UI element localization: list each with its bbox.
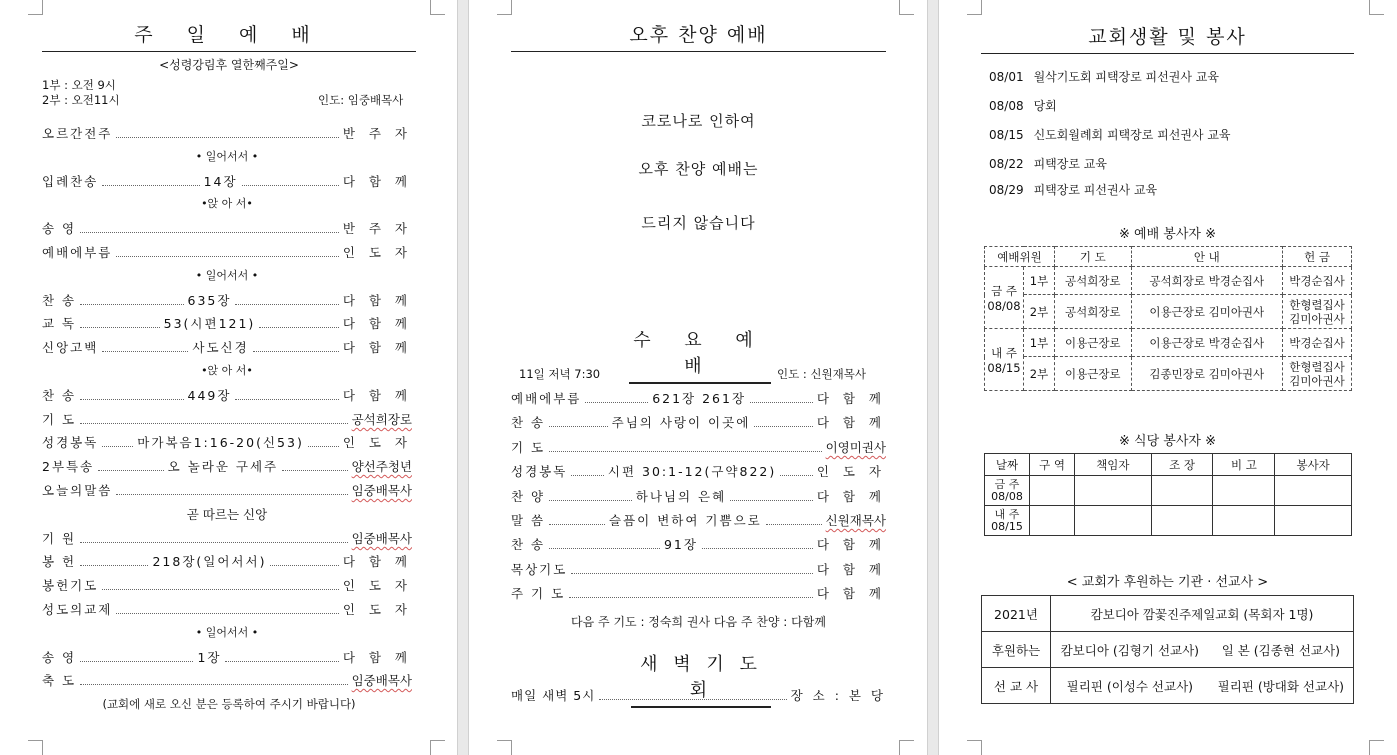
leader-dots [80, 533, 347, 543]
header-cell: 날짜 [985, 454, 1030, 476]
mission-label: 선 교 사 [982, 668, 1051, 704]
order-item: 봉헌기도 [42, 578, 99, 593]
order-detail: 마가복음1:16-20(신53) [137, 435, 304, 450]
offering-cell: 박경순집사 [1283, 267, 1352, 295]
leader-dots [253, 342, 339, 352]
leader-dots [80, 556, 148, 566]
order-item: 목상기도 [511, 562, 568, 577]
empty-cell [1275, 476, 1352, 506]
dawn-time: 매일 새벽 5시 [511, 688, 596, 703]
order-person: 인 도 자 [342, 245, 412, 260]
order-item: 2부특송 [42, 459, 95, 474]
leader-dots [98, 461, 163, 471]
leader-dots [116, 128, 338, 138]
prayer-cell: 공석희장로 [1055, 295, 1132, 329]
leader-dots [571, 564, 813, 574]
notice-line-2: 오후 찬양 예배는 [638, 160, 759, 178]
order-row [511, 438, 886, 456]
order-person: 다 함 께 [342, 316, 413, 331]
leader-dots [116, 604, 338, 614]
date-cell: 내 주 08/15 [985, 506, 1030, 536]
order-person: 다 함 께 [816, 415, 886, 430]
section-note: • 일어서서 • [195, 150, 259, 163]
leader-dots [270, 556, 338, 566]
leader: 인도: 임중배목사 [318, 93, 404, 107]
leader-dots [702, 539, 813, 549]
order-row [42, 600, 412, 618]
leader-dots [282, 461, 347, 471]
page-title: 주 일 예 배 [42, 20, 416, 52]
leader-dots [116, 485, 347, 495]
order-row [511, 535, 886, 553]
leader-dots [80, 295, 183, 305]
header-cell: 헌 금 [1283, 247, 1352, 267]
order-person: 다 함 께 [816, 489, 886, 504]
order-item: 예배에부름 [511, 391, 582, 406]
order-row [42, 291, 412, 309]
offering-cell: 한형렬집사 김미아권사 [1283, 357, 1352, 391]
wednesday-title: 수 요 예 배 [629, 326, 771, 384]
leader-dots [102, 176, 199, 186]
order-row [42, 433, 412, 451]
missionary: 캄보디아 (김형기 선교사) [1051, 632, 1209, 668]
afternoon-worship-page [469, 0, 927, 755]
leader-dots [80, 318, 160, 328]
empty-cell [1275, 506, 1352, 536]
order-row [42, 671, 412, 689]
order-detail: 1장 [197, 650, 222, 665]
order-detail: 14장 [203, 174, 238, 189]
sunday-worship-page [0, 0, 457, 755]
section-note: 곧 따르는 신앙 [186, 507, 268, 522]
order-row [511, 584, 886, 602]
crop-mark [1369, 740, 1384, 755]
order-item: 성도의교제 [42, 602, 113, 617]
order-item: 예배에부름 [42, 245, 113, 260]
empty-cell [1213, 506, 1275, 536]
crop-mark [497, 740, 512, 755]
order-item: 기 도 [511, 440, 546, 455]
dawn-place: 장 소 : 본 당 [790, 688, 886, 703]
order-person: 인 도 자 [342, 578, 412, 593]
order-item: 찬 송 [42, 388, 77, 403]
church-life-page [939, 0, 1397, 755]
order-row [42, 219, 412, 237]
worship-staff-table [984, 246, 1352, 391]
order-item: 주 기 도 [511, 586, 566, 601]
order-row [42, 410, 412, 428]
order-item: 송 영 [42, 650, 77, 665]
missionary: 필리핀 (이성수 선교사) [1051, 668, 1209, 704]
order-row [42, 314, 412, 332]
order-item: 찬 송 [511, 415, 546, 430]
order-detail: 635장 [187, 293, 232, 308]
empty-cell [1213, 476, 1275, 506]
order-detail: 사도신경 [192, 340, 249, 355]
leader-dots [569, 588, 813, 598]
worship-staff-title: ※ 예배 봉사자 ※ [1119, 227, 1216, 242]
schedule-item [989, 155, 1107, 172]
order-row [42, 124, 412, 142]
order-row [42, 243, 412, 261]
crop-mark [430, 0, 445, 15]
leader-dots [80, 223, 339, 233]
crop-mark [967, 0, 982, 15]
week-cell: 금 주 08/08 [985, 267, 1024, 329]
empty-cell [1030, 506, 1075, 536]
crop-mark [28, 740, 43, 755]
order-row [511, 389, 886, 407]
leader-dots [730, 491, 813, 501]
leader-dots [780, 466, 813, 476]
order-detail: 53(시편121) [163, 316, 256, 331]
order-item: 신앙고백 [42, 340, 99, 355]
guide-cell: 이용근장로 박경순집사 [1131, 329, 1282, 357]
offering-cell: 한형렬집사 김미아권사 [1283, 295, 1352, 329]
order-detail: 218장(일어서서) [152, 554, 267, 569]
order-person: 다 함 께 [816, 391, 887, 406]
header-cell: 안 내 [1131, 247, 1282, 267]
leader-dots [235, 390, 338, 400]
order-item: 오르간전주 [42, 126, 113, 141]
footer-note: (교회에 새로 오신 분은 등록하여 주시기 바랍니다) [102, 697, 356, 711]
wednesday-time: 11일 저녁 7:30 [519, 367, 601, 381]
guide-cell: 공석희장로 박경순집사 [1131, 267, 1282, 295]
notice-line-1: 코로나로 인하여 [641, 112, 756, 130]
order-item: 성경봉독 [42, 435, 99, 450]
header-cell: 구 역 [1030, 454, 1075, 476]
order-item: 찬 송 [511, 537, 546, 552]
order-item: 찬 양 [511, 489, 546, 504]
part-cell: 1부 [1024, 267, 1055, 295]
empty-cell [1151, 476, 1213, 506]
guide-cell: 김종민장로 김미아권사 [1131, 357, 1282, 391]
schedule-date: 08/01 [989, 70, 1024, 84]
schedule-item [989, 97, 1057, 114]
leader-dots [549, 515, 605, 525]
section-note: •앉 아 서• [201, 364, 253, 377]
prayer-cell: 공석희장로 [1055, 267, 1132, 295]
empty-cell [1030, 476, 1075, 506]
missionary: 필리핀 (방대화 선교사) [1209, 668, 1354, 704]
order-person: 다 함 께 [816, 562, 886, 577]
leader-dots [80, 414, 347, 424]
order-item: 축 도 [42, 673, 77, 688]
order-person: 다 함 께 [342, 340, 412, 355]
header-cell: 비 고 [1213, 454, 1275, 476]
service-time-2: 2부 : 오전11시 [42, 93, 120, 107]
order-item: 기 원 [42, 531, 77, 546]
mission-label: 후원하는 [982, 632, 1051, 668]
order-detail: 91장 [663, 537, 698, 552]
schedule-text: 신도회월례회 피택장로 피선권사 교육 [1033, 128, 1231, 142]
order-person: 다 함 께 [816, 586, 886, 601]
leader-dots [571, 466, 604, 476]
schedule-date: 08/08 [989, 99, 1024, 113]
leader-dots [80, 675, 347, 685]
order-person: 다 함 께 [342, 293, 412, 308]
order-detail: 주님의 사랑이 이곳에 [611, 415, 751, 430]
schedule-item [989, 181, 1157, 198]
order-person: 다 함 께 [342, 174, 413, 189]
page-title: 교회생활 및 봉사 [981, 22, 1354, 54]
order-person: 공석희장로 [351, 412, 412, 427]
order-detail: 슬픔이 변하여 기쁨으로 [609, 513, 762, 528]
order-person: 다 함 께 [342, 650, 412, 665]
wednesday-leader: 인도 : 신원재목사 [777, 367, 866, 381]
offering-cell: 박경순집사 [1283, 329, 1352, 357]
schedule-date: 08/15 [989, 128, 1024, 142]
mission-table [981, 595, 1354, 704]
crop-mark [899, 740, 914, 755]
mission-org: 캄보디아 깜꽃진주제일교회 (목회자 1명) [1051, 596, 1354, 632]
order-person: 양선주청년 [351, 459, 412, 474]
leader-dots [102, 580, 339, 590]
leader-dots [754, 417, 813, 427]
subtitle: <성령강림후 열한째주일> [159, 58, 299, 72]
order-item: 봉 헌 [42, 554, 77, 569]
order-row [511, 462, 886, 480]
section-note: • 일어서서 • [195, 269, 259, 282]
leader-dots [102, 342, 188, 352]
leader-dots [549, 539, 660, 549]
week-cell: 내 주 08/15 [985, 329, 1024, 391]
order-row [42, 457, 412, 475]
part-cell: 2부 [1024, 295, 1055, 329]
mission-title: < 교회가 후원하는 기관 · 선교사 > [1066, 575, 1269, 590]
part-cell: 2부 [1024, 357, 1055, 391]
kitchen-staff-table [984, 453, 1352, 536]
order-item: 찬 송 [42, 293, 77, 308]
order-item: 성경봉독 [511, 464, 568, 479]
leader-dots [225, 652, 338, 662]
leader-dots [549, 442, 821, 452]
leader-dots [549, 417, 608, 427]
leader-dots [80, 390, 183, 400]
empty-cell [1075, 506, 1152, 536]
prayer-cell: 이용근장로 [1055, 329, 1132, 357]
dawn-prayer-title: 새 벽 기 도 회 [631, 650, 771, 708]
order-detail: 시편 30:1-12(구약822) [607, 464, 777, 479]
schedule-text: 피택장로 피선권사 교육 [1033, 183, 1158, 197]
guide-cell: 이용근장로 김미아권사 [1131, 295, 1282, 329]
header-cell: 봉사자 [1275, 454, 1352, 476]
order-person: 신원재목사 [825, 513, 886, 528]
schedule-item [989, 68, 1219, 85]
order-person: 다 함 께 [816, 537, 887, 552]
missionary: 일 본 (김종현 선교사) [1209, 632, 1354, 668]
order-detail: 449장 [187, 388, 232, 403]
order-row [511, 487, 886, 505]
leader-dots [80, 652, 193, 662]
order-row [42, 338, 412, 356]
empty-cell [1075, 476, 1152, 506]
schedule-text: 당회 [1033, 99, 1057, 113]
order-person: 반 주 자 [342, 126, 412, 141]
leader-dots [259, 318, 339, 328]
next-week-info: 다음 주 기도 : 정숙희 권사 다음 주 찬양 : 다함께 [571, 615, 826, 629]
header-cell: 예배위원 [985, 247, 1055, 267]
leader-dots [585, 393, 648, 403]
order-item: 기 도 [42, 412, 77, 427]
order-row [511, 413, 886, 431]
order-row [42, 529, 412, 547]
crop-mark [1369, 0, 1384, 15]
leader-dots [235, 295, 338, 305]
order-row [42, 481, 412, 499]
crop-mark [28, 0, 43, 15]
order-detail: 하나님의 은혜 [635, 489, 727, 504]
order-person: 임중배목사 [351, 531, 412, 546]
page-title: 오후 찬양 예배 [511, 20, 886, 52]
leader-dots [766, 515, 822, 525]
kitchen-staff-title: ※ 식당 봉사자 ※ [1119, 434, 1216, 449]
leader-dots [549, 491, 632, 501]
order-item: 입례찬송 [42, 174, 99, 189]
order-item: 교 독 [42, 316, 77, 331]
service-time-1: 1부 : 오전 9시 [42, 78, 116, 92]
order-row [511, 560, 886, 578]
order-row [42, 552, 412, 570]
leader-dots [102, 437, 133, 447]
crop-mark [899, 0, 914, 15]
part-cell: 1부 [1024, 329, 1055, 357]
section-note: • 일어서서 • [195, 626, 259, 639]
header-cell: 기 도 [1055, 247, 1132, 267]
header-cell: 책임자 [1075, 454, 1152, 476]
order-row [42, 386, 412, 404]
leader-dots [242, 176, 339, 186]
order-row [511, 511, 886, 529]
schedule-text: 월삭기도회 피택장로 피선권사 교육 [1033, 70, 1219, 84]
crop-mark [430, 740, 445, 755]
schedule-item [989, 126, 1231, 143]
notice-line-3: 드리지 않습니다 [641, 214, 756, 232]
prayer-cell: 이용근장로 [1055, 357, 1132, 391]
leader-dots [116, 247, 338, 257]
order-person: 다 함 께 [342, 388, 412, 403]
dawn-prayer-row [511, 686, 886, 704]
order-person: 인 도 자 [342, 435, 412, 450]
order-person: 임중배목사 [351, 483, 412, 498]
order-detail: 621장 261장 [652, 391, 747, 406]
order-row [42, 172, 412, 190]
order-row [42, 648, 412, 666]
order-item: 송 영 [42, 221, 77, 236]
schedule-date: 08/29 [989, 183, 1024, 197]
order-person: 임중배목사 [351, 673, 412, 688]
leader-dots [750, 393, 813, 403]
schedule-text: 피택장로 교육 [1033, 157, 1107, 171]
empty-cell [1151, 506, 1213, 536]
order-person: 이영미권사 [825, 440, 886, 455]
section-note: •앉 아 서• [201, 197, 253, 210]
order-item: 오늘의말씀 [42, 483, 113, 498]
header-cell: 조 장 [1151, 454, 1213, 476]
schedule-date: 08/22 [989, 157, 1024, 171]
order-detail: 오 놀라운 구세주 [167, 459, 279, 474]
order-person: 인 도 자 [342, 602, 412, 617]
order-person: 인 도 자 [816, 464, 886, 479]
mission-year: 2021년 [982, 596, 1051, 632]
crop-mark [967, 740, 982, 755]
order-person: 다 함 께 [342, 554, 412, 569]
order-person: 반 주 자 [342, 221, 412, 236]
date-cell: 금 주 08/08 [985, 476, 1030, 506]
order-row [42, 576, 412, 594]
leader-dots [599, 690, 786, 700]
order-item: 말 씀 [511, 513, 546, 528]
crop-mark [497, 0, 512, 15]
leader-dots [308, 437, 339, 447]
